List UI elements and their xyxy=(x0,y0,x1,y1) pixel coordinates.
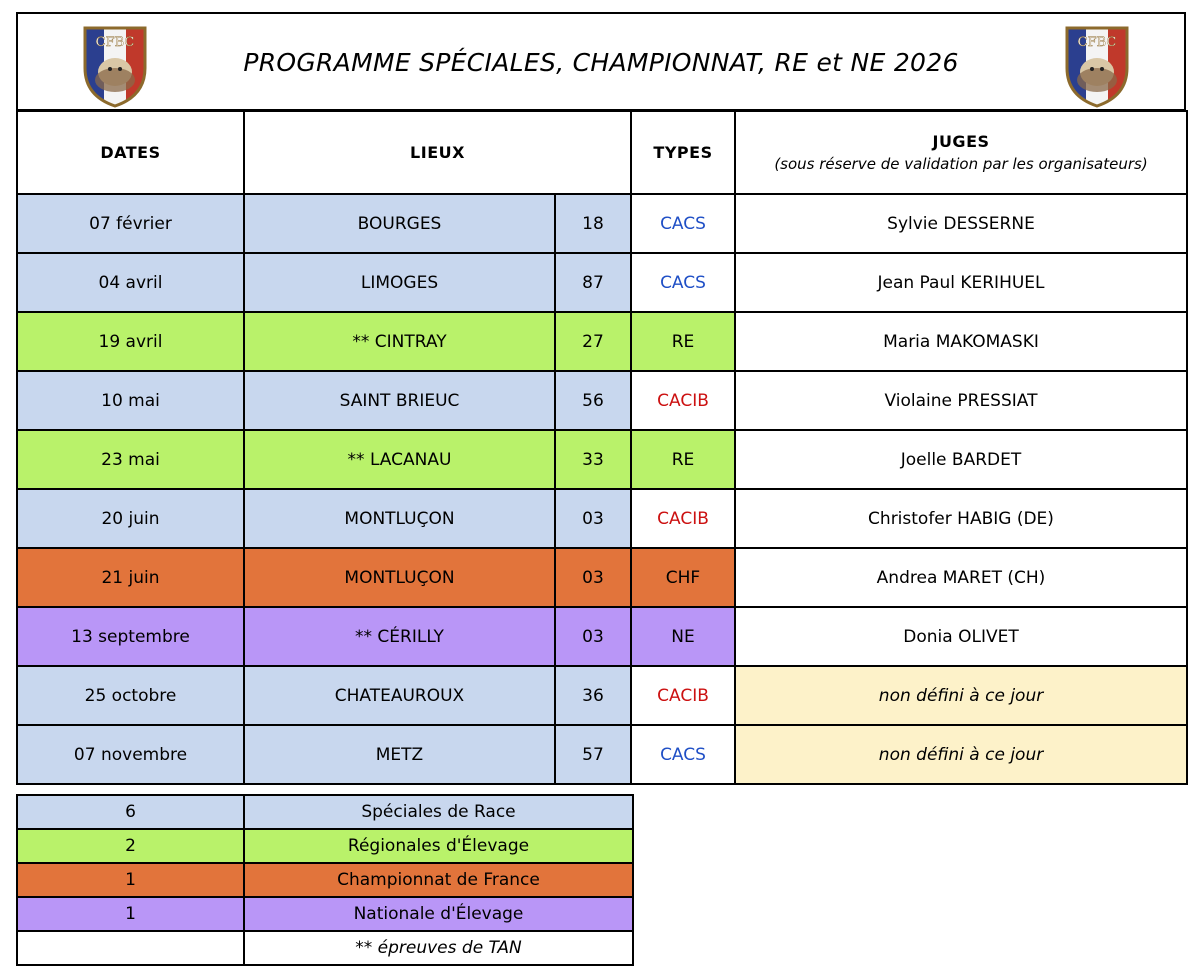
page-title: PROGRAMME SPÉCIALES, CHAMPIONNAT, RE et NE 2026 xyxy=(243,48,959,77)
schedule-row xyxy=(17,725,1187,784)
legend-table xyxy=(16,794,634,966)
column-header-lieux: LIEUX xyxy=(244,111,631,194)
judge-cell: Sylvie DESSERNE xyxy=(735,194,1187,253)
legend-rows xyxy=(17,795,633,965)
date-cell: 07 février xyxy=(17,194,244,253)
date-cell: 21 juin xyxy=(17,548,244,607)
judge-cell: Joelle BARDET xyxy=(735,430,1187,489)
legend-count: 1 xyxy=(17,897,244,931)
lieu-cell: ** CÉRILLY xyxy=(244,607,555,666)
legend-note: ** épreuves de TAN xyxy=(244,931,633,965)
svg-text:CFBC: CFBC xyxy=(1077,35,1117,50)
type-cell: CACS xyxy=(631,725,735,784)
schedule-row xyxy=(17,666,1187,725)
lieu-cell: MONTLUÇON xyxy=(244,489,555,548)
judge-cell: non défini à ce jour xyxy=(735,666,1187,725)
legend-row xyxy=(17,863,633,897)
date-cell: 04 avril xyxy=(17,253,244,312)
dept-cell: 36 xyxy=(555,666,631,725)
legend-count: 1 xyxy=(17,863,244,897)
schedule-row xyxy=(17,430,1187,489)
legend-row xyxy=(17,795,633,829)
legend-label: Spéciales de Race xyxy=(244,795,633,829)
legend-note-empty xyxy=(17,931,244,965)
schedule-row xyxy=(17,371,1187,430)
judge-cell: Christofer HABIG (DE) xyxy=(735,489,1187,548)
date-cell: 20 juin xyxy=(17,489,244,548)
dept-cell: 27 xyxy=(555,312,631,371)
legend-count: 2 xyxy=(17,829,244,863)
type-cell: NE xyxy=(631,607,735,666)
schedule-table xyxy=(16,110,1188,785)
column-header-types: TYPES xyxy=(631,111,735,194)
date-cell: 23 mai xyxy=(17,430,244,489)
type-cell: CACS xyxy=(631,253,735,312)
legend-note-row xyxy=(17,931,633,965)
date-cell: 13 septembre xyxy=(17,607,244,666)
judge-cell: Andrea MARET (CH) xyxy=(735,548,1187,607)
legend-label: Championnat de France xyxy=(244,863,633,897)
legend-label: Nationale d'Élevage xyxy=(244,897,633,931)
legend-label: Régionales d'Élevage xyxy=(244,829,633,863)
dept-cell: 87 xyxy=(555,253,631,312)
lieu-cell: CHATEAUROUX xyxy=(244,666,555,725)
juges-note: (sous réserve de validation par les organisateurs) xyxy=(774,155,1148,173)
schedule-row xyxy=(17,548,1187,607)
schedule-rows xyxy=(17,194,1187,784)
column-header-dates: DATES xyxy=(17,111,244,194)
lieu-cell: METZ xyxy=(244,725,555,784)
lieu-cell: ** CINTRAY xyxy=(244,312,555,371)
dept-cell: 03 xyxy=(555,489,631,548)
judge-cell: non défini à ce jour xyxy=(735,725,1187,784)
type-cell: RE xyxy=(631,430,735,489)
legend-count: 6 xyxy=(17,795,244,829)
legend-row xyxy=(17,897,633,931)
dept-cell: 57 xyxy=(555,725,631,784)
svg-text:CFBC: CFBC xyxy=(95,35,135,50)
lieu-cell: MONTLUÇON xyxy=(244,548,555,607)
schedule-row xyxy=(17,312,1187,371)
date-cell: 07 novembre xyxy=(17,725,244,784)
schedule-row xyxy=(17,194,1187,253)
dept-cell: 33 xyxy=(555,430,631,489)
judge-cell: Donia OLIVET xyxy=(735,607,1187,666)
table-header-row xyxy=(17,111,1187,194)
dept-cell: 18 xyxy=(555,194,631,253)
judge-cell: Jean Paul KERIHUEL xyxy=(735,253,1187,312)
schedule-row xyxy=(17,253,1187,312)
juges-label: JUGES xyxy=(932,132,990,151)
lieu-cell: BOURGES xyxy=(244,194,555,253)
date-cell: 25 octobre xyxy=(17,666,244,725)
type-cell: CACS xyxy=(631,194,735,253)
page-header xyxy=(16,12,1186,111)
type-cell: CACIB xyxy=(631,371,735,430)
type-cell: CACIB xyxy=(631,666,735,725)
type-cell: CHF xyxy=(631,548,735,607)
type-cell: RE xyxy=(631,312,735,371)
lieu-cell: ** LACANAU xyxy=(244,430,555,489)
column-header-juges xyxy=(735,111,1187,194)
dept-cell: 56 xyxy=(555,371,631,430)
type-cell: CACIB xyxy=(631,489,735,548)
dept-cell: 03 xyxy=(555,607,631,666)
lieu-cell: LIMOGES xyxy=(244,253,555,312)
judge-cell: Maria MAKOMASKI xyxy=(735,312,1187,371)
lieu-cell: SAINT BRIEUC xyxy=(244,371,555,430)
judge-cell: Violaine PRESSIAT xyxy=(735,371,1187,430)
date-cell: 10 mai xyxy=(17,371,244,430)
club-crest-logo xyxy=(1062,24,1132,108)
schedule-row xyxy=(17,607,1187,666)
schedule-row xyxy=(17,489,1187,548)
legend-row xyxy=(17,829,633,863)
date-cell: 19 avril xyxy=(17,312,244,371)
dept-cell: 03 xyxy=(555,548,631,607)
